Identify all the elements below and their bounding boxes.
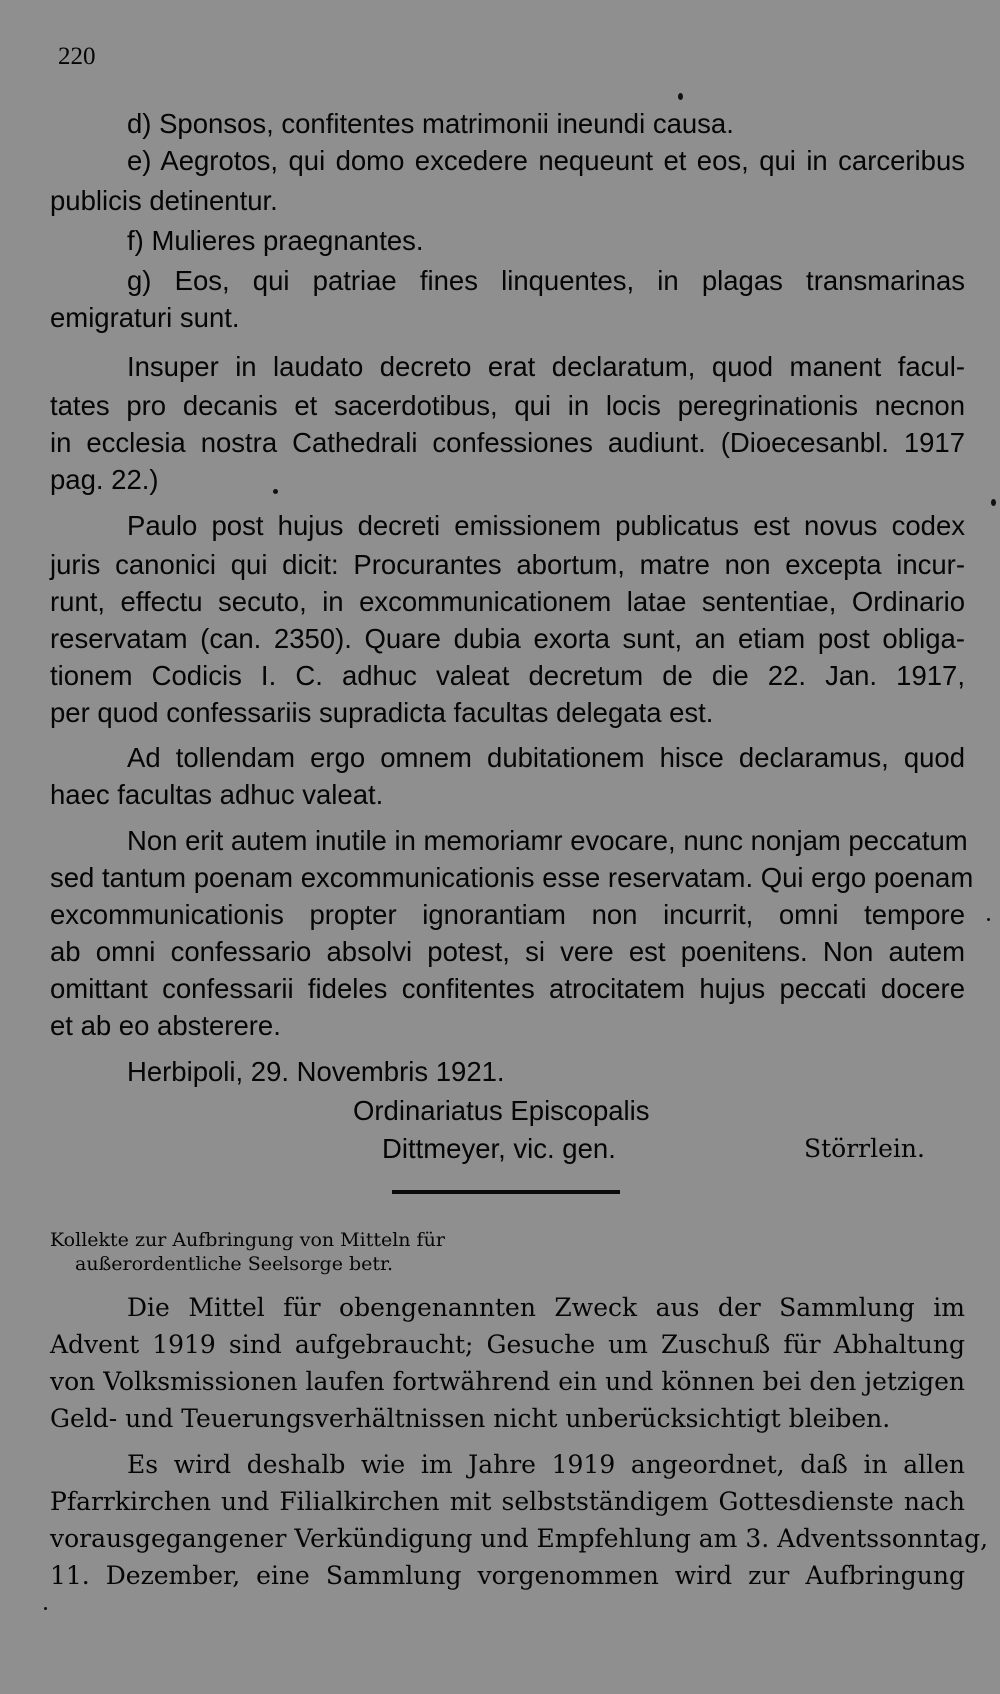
scan-speck bbox=[678, 93, 683, 100]
date-line: Herbipoli, 29. Novembris 1921. bbox=[127, 1056, 505, 1087]
paragraph-line: Pfarrkirchen und Filialkirchen mit selbstständigem Gottesdienste nach bbox=[50, 1487, 965, 1516]
paragraph-line: omittant confessarii fideles confitentes atrocitatem hujus peccati docere bbox=[50, 973, 965, 1004]
signature-office: Ordinariatus Episcopalis bbox=[353, 1095, 650, 1126]
paragraph-line: sed tantum poenam excommunicationis esse reservatam. Qui ergo poenam bbox=[50, 862, 974, 893]
paragraph-line: 11. Dezember, eine Sammlung vorgenommen wird zur Aufbringung bbox=[50, 1561, 965, 1590]
paragraph-line: et ab eo absterere. bbox=[50, 1010, 281, 1041]
paragraph-line: von Volksmissionen laufen fortwährend ein und können bei den jetzigen bbox=[50, 1367, 965, 1396]
paragraph-line: Ad tollendam ergo omnem dubitationem hisce declaramus, quod bbox=[127, 742, 965, 773]
list-item-continuation: publicis detinentur. bbox=[50, 185, 278, 216]
paragraph-line: Die Mittel für obengenannten Zweck aus der Sammlung im bbox=[127, 1293, 965, 1322]
section-divider bbox=[392, 1190, 620, 1194]
paragraph-line: per quod confessariis supradicta facultas delegata est. bbox=[50, 697, 714, 728]
paragraph-line: Insuper in laudato decreto erat declaratum, quod manent facul- bbox=[127, 351, 965, 382]
paragraph-line: Geld- und Teuerungsverhältnissen nicht unberücksichtigt bleiben. bbox=[50, 1404, 891, 1433]
scan-speck bbox=[987, 918, 990, 921]
page-number: 220 bbox=[58, 43, 96, 70]
paragraph-line: Es wird deshalb wie im Jahre 1919 angeordnet, daß in allen bbox=[127, 1450, 965, 1479]
scan-speck bbox=[273, 489, 278, 494]
paragraph-line: ab omni confessario absolvi potest, si vere est poenitens. Non autem bbox=[50, 936, 965, 967]
list-item: d) Sponsos, confitentes matrimonii ineundi causa. bbox=[127, 108, 734, 139]
signature-right: Störrlein. bbox=[804, 1134, 925, 1163]
list-item-continuation: emigraturi sunt. bbox=[50, 302, 240, 333]
scan-speck bbox=[44, 1607, 47, 1610]
paragraph-line: Advent 1919 sind aufgebraucht; Gesuche um Zuschuß für Abhaltung bbox=[50, 1330, 965, 1359]
paragraph-line: pag. 22.) bbox=[50, 464, 159, 495]
paragraph-line: Paulo post hujus decreti emissionem publicatus est novus codex bbox=[127, 510, 965, 541]
paragraph-line: juris canonici qui dicit: Procurantes abortum, matre non excepta incur- bbox=[50, 549, 965, 580]
list-item: f) Mulieres praegnantes. bbox=[127, 225, 424, 256]
paragraph-line: excommunicationis propter ignorantiam non incurrit, omni tempore bbox=[50, 899, 965, 930]
scan-speck bbox=[991, 499, 996, 506]
paragraph-line: reservatam (can. 2350). Quare dubia exorta sunt, an etiam post obliga- bbox=[50, 623, 965, 654]
list-item: g) Eos, qui patriae fines linquentes, in plagas transmarinas bbox=[127, 265, 965, 296]
section-heading: Kollekte zur Aufbringung von Mitteln für bbox=[50, 1229, 445, 1251]
list-item: e) Aegrotos, qui domo excedere nequeunt et eos, qui in carceribus bbox=[127, 145, 965, 176]
paragraph-line: in ecclesia nostra Cathedrali confessiones audiunt. (Dioecesanbl. 1917 bbox=[50, 427, 965, 458]
paragraph-line: vorausgegangener Verkündigung und Empfehlung am 3. Adventssonntag, bbox=[50, 1524, 989, 1553]
paragraph-line: haec facultas adhuc valeat. bbox=[50, 779, 384, 810]
section-heading: außerordentliche Seelsorge betr. bbox=[75, 1253, 394, 1275]
paragraph-line: Non erit autem inutile in memoriamr evocare, nunc nonjam peccatum bbox=[127, 825, 968, 856]
paragraph-line: runt, effectu secuto, in excommunicationem latae sententiae, Ordinario bbox=[50, 586, 965, 617]
paragraph-line: tates pro decanis et sacerdotibus, qui in locis peregrinationis necnon bbox=[50, 390, 965, 421]
paragraph-line: tionem Codicis I. C. adhuc valeat decretum de die 22. Jan. 1917, bbox=[50, 660, 965, 691]
signature-left: Dittmeyer, vic. gen. bbox=[382, 1133, 616, 1164]
